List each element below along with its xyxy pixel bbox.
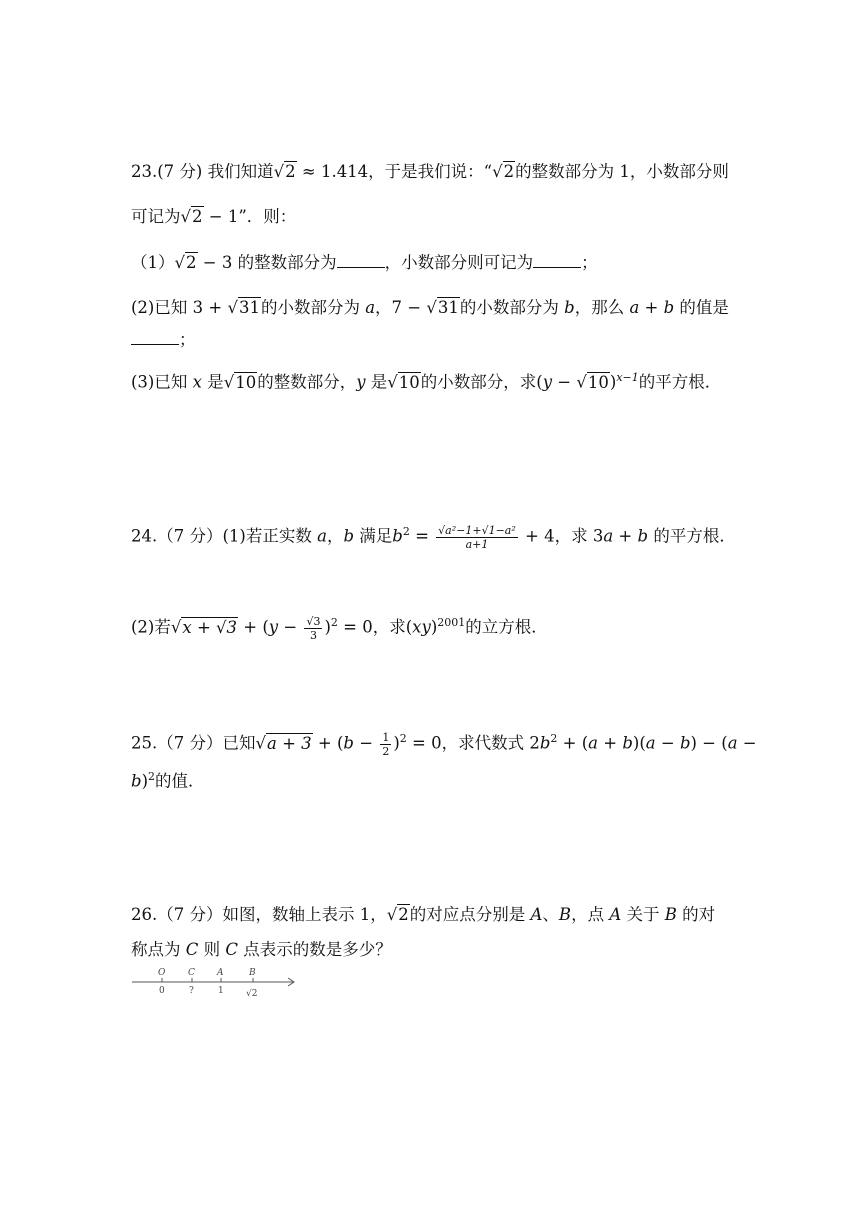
q26-line1: 26.（7 分）如图，数轴上表示 1，√2的对应点分别是 A、B，点 A 关于 B 的对 [131, 905, 716, 924]
label-A: A [217, 968, 224, 978]
tick-unknown: ? [189, 986, 194, 996]
q23-part2: (2)已知 3 + √31的小数部分为 a，7 − √31的小数部分为 b，那么 a + b 的值是 [131, 298, 729, 317]
q23-part1: （1）√2 − 3 的整数部分为 ，小数部分则可记为 ； [131, 253, 598, 272]
q25-line1: 25.（7 分）已知√a + 3 + (b − $\frac{1}{2}$ )$^2$ = 0，求代数式 $2b^2 + (a + b)(a - b) - (a$ − [131, 730, 757, 758]
tick-sqrt2: √2 [246, 989, 258, 999]
q23-part2-cont: ； [131, 328, 196, 352]
q25-line2: b)$^2$的值． [131, 770, 205, 791]
q24-part2: (2)若√x + √3 + (y − $\frac{√3}{3}$ )$^2$ = 0，求(xy)$^{2001}$的立方根． [131, 614, 548, 642]
q23-part3: (3)已知 x 是√10的整数部分，y 是√10的小数部分，求$(y - √10)^{x-1}$的平方根． [131, 371, 722, 392]
answer-blank[interactable] [131, 328, 179, 345]
q23-line2: 可记为√2 − 1”．则： [131, 207, 297, 226]
answer-blank[interactable] [533, 251, 581, 268]
label-C: C [188, 968, 195, 978]
fraction: $\frac{\text{√a²−1+√1−a²}}{a+1}$ [438, 523, 516, 551]
label-B: B [249, 968, 256, 978]
tick-1: 1 [218, 986, 224, 996]
q26-line2: 称点为 C 则 C 点表示的数是多少？ [131, 940, 392, 959]
label-O: O [158, 968, 166, 978]
tick-0: 0 [159, 986, 165, 996]
q24-part1: 24.（7 分）(1)若正实数 a，b 满足$b^2$ = $\frac{\text{√a²−1+√1−a²}}{a+1}$ + 4，求 3a + b 的平方根． [131, 523, 736, 551]
number-line-figure [130, 966, 300, 1002]
q23-line1: 23.(7 分) 我们知道√2 ≈ 1.414，于是我们说：“√2的整数部分为 1，小数部分则 [131, 162, 729, 181]
answer-blank[interactable] [337, 251, 385, 268]
